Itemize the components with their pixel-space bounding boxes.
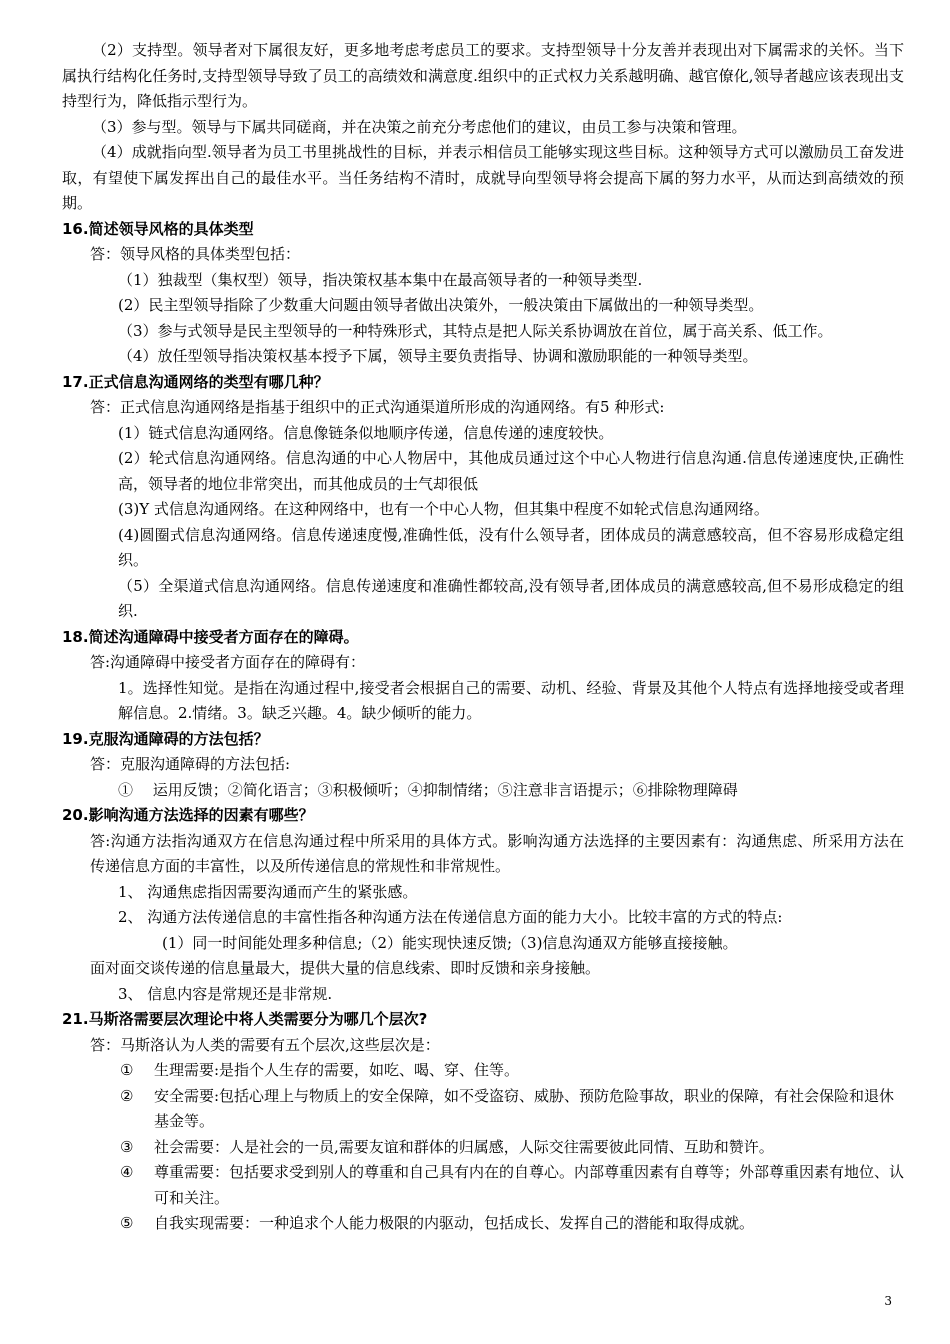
list-item-number: ①	[120, 1061, 134, 1079]
list-item-number: ②	[120, 1086, 134, 1105]
list-item-text: 尊重需要：包括要求受到别人的尊重和自己具有内在的自尊心。内部尊重因素有自尊等；外部尊重因素有地位、认可和关注。	[154, 1163, 905, 1207]
list-item-text: 安全需要:包括心理上与物质上的安全保障，如不受盗窃、威胁、预防危险事故，职业的保障，有社会保险和退休基金等。	[154, 1086, 895, 1130]
paragraph: （2）支持型。领导者对下属很友好，更多地考虑考虑员工的要求。支持型领导十分友善并表现出对下属需求的关怀。当下属执行结构化任务时,支持型领导导致了员工的高绩效和满意度.组织中的正式权力关系越明确、越官僚化,领导者越应该表现出支持型行为，降低指示型行为。	[62, 41, 904, 110]
paragraph: 3、 信息内容是常规还是非常规.	[118, 984, 333, 1003]
paragraph: ① 运用反馈；②简化语言；③积极倾听；④抑制情绪；⑤注意非言语提示；⑥排除物理障碍	[118, 780, 738, 799]
list-item-number: ③	[120, 1137, 134, 1156]
paragraph: (2）轮式信息沟通网络。信息沟通的中心人物居中，其他成员通过这个中心人物进行信息沟通.信息传递速度快,正确性高，领导者的地位非常突出，而其他成员的士气却很低	[118, 449, 904, 493]
list-item	[62, 1160, 904, 1211]
question-heading: 16.简述领导风格的具体类型	[62, 219, 254, 238]
paragraph: 答:沟通障碍中接受者方面存在的障碍有：	[90, 653, 366, 671]
paragraph: 面对面交谈传递的信息量最大，提供大量的信息线索、即时反馈和亲身接触。	[90, 959, 601, 977]
paragraph: (2）民主型领导指除了少数重大问题由领导者做出决策外，一般决策由下属做出的一种领导类型。	[118, 296, 764, 314]
list-item	[62, 1084, 904, 1135]
document-body	[62, 38, 904, 1237]
paragraph: 答：克服沟通障碍的方法包括:	[90, 755, 291, 773]
paragraph: 答：马斯洛认为人类的需要有五个层次,这些层次是：	[90, 1035, 440, 1054]
question-heading: 19.克服沟通障碍的方法包括？	[62, 729, 269, 748]
maslow-list	[62, 1058, 904, 1237]
list-item-number: ④	[120, 1163, 134, 1181]
question-heading: 20.影响沟通方法选择的因素有哪些？	[62, 806, 314, 824]
paragraph: 答：领导风格的具体类型包括：	[90, 245, 301, 263]
paragraph: (4)圆圈式信息沟通网络。信息传递速度慢,准确性低，没有什么领导者，团体成员的满意感较高，但不容易形成稳定组织。	[118, 525, 904, 569]
list-item-text: 生理需要:是指个人生存的需要，如吃、喝、穿、住等。	[154, 1061, 520, 1079]
paragraph: 2、 沟通方法传递信息的丰富性指各种沟通方法在传递信息方面的能力大小。比较丰富的方式的特点:	[118, 908, 783, 926]
list-item	[62, 1058, 904, 1084]
paragraph: （3）参与型。领导与下属共同磋商，并在决策之前充分考虑他们的建议，由员工参与决策和管理。	[92, 117, 747, 136]
paragraph: (1）链式信息沟通网络。信息像链条似地顺序传递，信息传递的速度较快。	[118, 423, 614, 442]
paragraph: 答：正式信息沟通网络是指基于组织中的正式沟通渠道所形成的沟通网络。有5 种形式:	[90, 398, 665, 416]
text-block	[62, 38, 904, 1058]
question-heading: 18.简述沟通障碍中接受者方面存在的障碍。	[62, 627, 359, 646]
paragraph: （4）成就指向型.领导者为员工书里挑战性的目标，并表示相信员工能够实现这些目标。这种领导方式可以激励员工奋发进取，有望使下属发挥出自己的最佳水平。当任务结构不清时，成就导向型领导将会提高下属的努力水平，从而达到高绩效的预期。	[62, 143, 904, 212]
paragraph: （5）全渠道式信息沟通网络。信息传递速度和准确性都较高,没有领导者,团体成员的满意感较高,但不易形成稳定的组织.	[118, 576, 904, 620]
question-heading: 17.正式信息沟通网络的类型有哪几种？	[62, 372, 329, 391]
question-heading: 21.马斯洛需要层次理论中将人类需要分为哪几个层次?	[62, 1010, 428, 1028]
paragraph: 答:沟通方法指沟通双方在信息沟通过程中所采用的具体方式。影响沟通方法选择的主要因素有：沟通焦虑、所采用方法在传递信息方面的丰富性，以及所传递信息的常规性和非常规性。	[90, 831, 904, 875]
list-item-text: 自我实现需要：一种追求个人能力极限的内驱动，包括成长、发挥自己的潜能和取得成就。	[154, 1214, 755, 1232]
paragraph: 1。选择性知觉。是指在沟通过程中,接受者会根据自己的需要、动机、经验、背景及其他个人特点有选择地接受或者理解信息。2.情绪。3。缺乏兴趣。4。缺少倾听的能力。	[118, 678, 904, 722]
paragraph: (1）同一时间能处理多种信息;（2）能实现快速反馈;（3)信息沟通双方能够直接接触。	[162, 933, 738, 952]
paragraph: （1）独裁型（集权型）领导，指决策权基本集中在最高领导者的一种领导类型.	[118, 270, 643, 289]
list-item-text: 社会需要：人是社会的一员,需要友谊和群体的归属感，人际交往需要彼此同情、互助和赞许。	[154, 1137, 774, 1156]
list-item	[62, 1211, 904, 1237]
paragraph: (3)Y 式信息沟通网络。在这种网络中，也有一个中心人物，但其集中程度不如轮式信息沟通网络。	[118, 500, 769, 518]
list-item-number: ⑤	[120, 1214, 134, 1232]
paragraph: 1、 沟通焦虑指因需要沟通而产生的紧张感。	[118, 882, 418, 901]
page-number: 3	[884, 1293, 892, 1308]
list-item	[62, 1135, 904, 1161]
paragraph: （4）放任型领导指决策权基本授予下属，领导主要负责指导、协调和激励职能的一种领导类型。	[118, 347, 758, 365]
paragraph: （3）参与式领导是民主型领导的一种特殊形式，其特点是把人际关系协调放在首位，属于高关系、低工作。	[118, 321, 833, 340]
